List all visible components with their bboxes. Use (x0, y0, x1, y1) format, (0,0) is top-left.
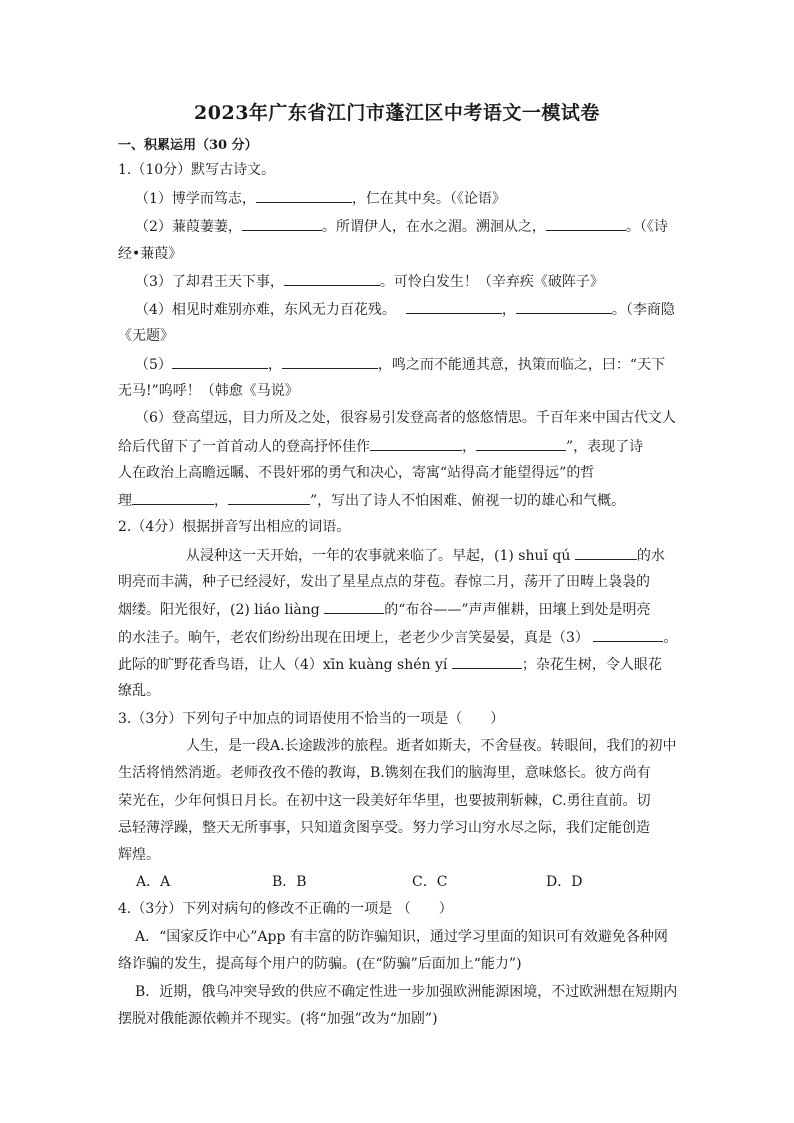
q2-line-4 (118, 628, 677, 647)
q2-line-2: 明亮而丰满，种子已经浸好，发出了星星点点的芽苞。春惊二月，荡开了田畴上袅袅的 (118, 574, 650, 590)
q3-line-4: 忌轻薄浮躁，整天无所事事，只知道贪图享受。努力学习山穷水尽之际，我们定能创造 (118, 820, 650, 836)
q2-line-6: 缭乱。 (118, 683, 160, 699)
text: 从浸种这一天开始，一年的农事就来临了。早起，(1) shuǐ qú (186, 548, 571, 564)
q3-option-a[interactable]: A．A (136, 874, 171, 890)
answer-blank[interactable] (593, 628, 663, 642)
q3-line-1: 人生，是一段A.长途跋涉的旅程。逝者如斯夫，不舍昼夜。转眼间，我们的初中 (186, 738, 677, 754)
q4-option-b-line-2: 摆脱对俄能源依赖并不现实。(将“加强”改为“加剧”) (118, 1011, 438, 1027)
text: （2）蒹葭萋萋， (135, 219, 242, 235)
answer-blank[interactable] (282, 355, 378, 369)
text: （4）相见时难别亦难，东风无力百花残。 (135, 302, 396, 318)
answer-blank[interactable] (516, 300, 612, 314)
answer-blank[interactable] (324, 600, 384, 614)
answer-blank[interactable] (575, 546, 637, 560)
q1-line-2b: 经•蒹葭》 (118, 246, 183, 262)
text: 理 (118, 493, 132, 509)
text: ， (501, 302, 516, 318)
q1-line-5b: 无马!”呜呼！（韩愈《马说》 (118, 383, 299, 399)
q3-option-b[interactable]: B．B (272, 874, 307, 890)
q3-option-c[interactable]: C．C (412, 874, 448, 890)
q1-heading: 1.（10分）默写古诗文。 (118, 162, 276, 178)
q1-line-1 (135, 189, 506, 208)
q1-line-6: （6）登高望远，目力所及之处，很容易引发登高者的悠悠情思。千百年来中国古代文人 (135, 410, 676, 426)
q4-heading: 4.（3分）下列对病句的修改不正确的一项是 （ ） (118, 901, 453, 917)
q2-heading: 2.（4分）根据拼音写出相应的词语。 (118, 519, 351, 535)
answer-blank[interactable] (406, 300, 502, 314)
text: 的水 (636, 548, 665, 564)
q4-option-b-line-1: B．近期，俄乌冲突导致的供应不确定性进一步加强欧洲能源困境，不过欧洲想在短期内 (135, 984, 678, 1000)
text: ；杂花生树，令人眼花 (521, 657, 662, 673)
answer-blank[interactable] (256, 189, 352, 203)
text: ， (214, 493, 228, 509)
text: 。可怜白发生！（辛弃疾《破阵子》 (379, 274, 604, 290)
text: 。（李商隐 (611, 302, 675, 318)
exam-title: 2023年广东省江门市蓬江区中考语文一模试卷 (194, 102, 600, 124)
text: ，鸣之而不能通其意，执策而临之，曰：“天下 (377, 357, 666, 373)
q3-line-5: 辉煌。 (118, 847, 160, 863)
text: 烟缕。阳光很好，(2) liáo liàng (118, 602, 320, 618)
answer-blank[interactable] (228, 491, 310, 505)
answer-blank[interactable] (132, 491, 214, 505)
q2-line-3 (118, 600, 651, 619)
q1-line-4b: 《无题》 (118, 328, 174, 344)
text: ， (462, 439, 476, 455)
answer-blank[interactable] (370, 437, 462, 451)
answer-blank[interactable] (284, 272, 380, 286)
text: （5） (135, 357, 172, 373)
q1-line-6b (118, 437, 643, 456)
q1-line-6d (118, 491, 625, 510)
text: ， (267, 357, 282, 373)
q3-line-3: 荣光在，少年何惧日月长。在初中这一段美好年华里，也要披荆斩棘，C.勇往直前。切 (118, 793, 651, 809)
answer-blank[interactable] (452, 655, 522, 669)
answer-blank[interactable] (546, 217, 626, 231)
text: 的水洼子。晌午，老农们纷纷出现在田埂上，老老少少言笑晏晏，真是（3） (118, 630, 589, 646)
text: （1）博学而笃志， (135, 191, 256, 207)
text: 给后代留下了一首首动人的登高抒怀佳作 (118, 439, 370, 455)
q4-option-a-line-2: 络诈骗的发生，提高每个用户的防骗。(在“防骗”后面加上“能力”) (118, 956, 522, 972)
q1-line-5 (135, 355, 665, 374)
text: 。（《诗 (625, 219, 668, 235)
q3-heading: 3.（3分）下列句子中加点的词语使用不恰当的一项是（ ） (118, 711, 505, 727)
answer-blank[interactable] (242, 217, 322, 231)
text: （3）了却君王天下事， (135, 274, 284, 290)
text: 。 (663, 630, 678, 646)
q1-line-6c: 人在政治上高瞻远瞩、不畏奸邪的勇气和决心，寄寓“站得高才能望得远”的哲 (118, 465, 595, 481)
text: 的“布谷——”声声催耕，田壤上到处是明亮 (384, 602, 651, 618)
q1-line-4 (135, 300, 675, 319)
text: 。所谓伊人，在水之湄。溯洄从之， (321, 219, 546, 235)
text: ，仁在其中矣。（《论语》 (351, 191, 506, 207)
q1-line-3 (135, 272, 604, 291)
text: 此际的旷野花香鸟语，让人（4）xīn kuàng shén yí (118, 657, 448, 673)
q1-line-2 (135, 217, 668, 236)
section-heading: 一、积累运用（30 分） (118, 138, 258, 153)
q2-line-1 (186, 546, 665, 565)
q4-option-a-line-1: A．“国家反诈中心”App 有丰富的防诈骗知识，通过学习里面的知识可有效避免各种网 (135, 929, 668, 945)
q3-option-d[interactable]: D．D (546, 874, 583, 890)
q2-line-5 (118, 655, 662, 674)
text: ”，写出了诗人不怕困难、俯视一切的雄心和气概。 (310, 493, 626, 509)
q3-line-2: 生活将悄然消逝。老师孜孜不倦的教诲，B.镌刻在我们的脑海里，意味悠长。彼方尚有 (118, 765, 651, 781)
answer-blank[interactable] (172, 355, 268, 369)
answer-blank[interactable] (476, 437, 566, 451)
text: ”，表现了诗 (566, 439, 644, 455)
